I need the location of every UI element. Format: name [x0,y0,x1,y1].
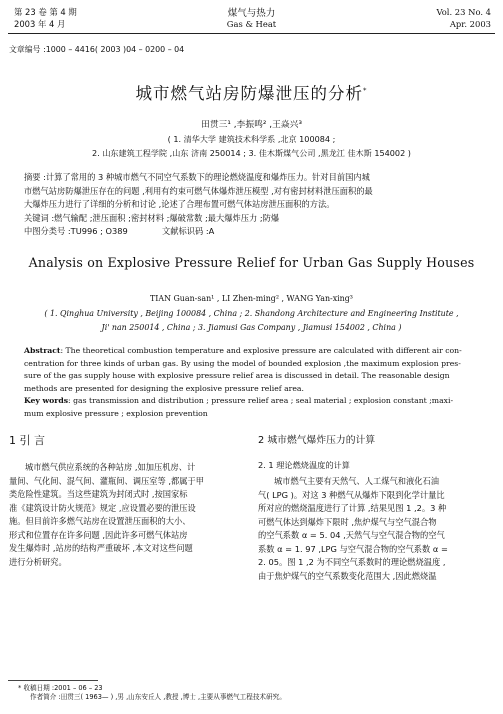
header-volume: Vol. 23 No. 4 [436,7,491,17]
section-1-line: 量间、气化间、混气间、灌瓶间、调压室等 ,都属于甲 [9,475,204,486]
abstract-cn-line: 大爆炸压力进行了详细的分析和讨论 ,论述了合理布置可燃气体站房泄压面积的方法。 [24,199,335,209]
section-2-line: 由于焦炉煤气的空气系数变化范围大 ,因此燃烧温 [258,570,437,581]
section-1-line: 准《建筑设计防火规范》规定 ,应设置必要的泄压设 [9,502,196,513]
section-2-line: 系数 α = 1. 97 ,LPG 与空气混合物的空气系数 α = [258,543,448,554]
keywords-en-label: Key words [24,396,69,406]
title-cn-text: 城市燃气站房防爆泄压的分析 [135,84,363,103]
abstract-cn-line: 摘要 :计算了常用的 3 种城市燃气不同空气系数下的理论燃烧温度和爆炸压力。针对目前国内城 [24,172,370,182]
abstract-en-line: centration for three kinds of urban gas. By using the model of bounded explosion ,the maximum explosion pres- [24,358,461,368]
affiliation-en-1: ( 1. Qinghua University , Beijing 100084 , China ; 2. Shandong Architecture and Engineering Institute , [44,309,459,318]
clc-number: 中图分类号 :TU996 ; O389 [24,226,128,236]
classification-row [24,225,484,239]
section-1-line: 城市燃气供应系统的各种站房 ,如加压机房、计 [25,462,196,472]
abstract-en [24,345,486,421]
affiliation-en-2: Ji' nan 250014 , China ; 3. Jiamusi Gas Company , Jiamusi 154002 , China ) [101,323,402,332]
section-2-line: 2. 05。图 1 ,2 为不同空气系数时的理论燃烧温度 , [258,557,446,567]
footnote-rule [8,680,98,681]
abstract-cn-line: 市燃气站房防爆泄压存在的问题 ,利用有约束可燃气体爆炸泄压模型 ,对有密封材料泄压面积的最 [24,185,373,196]
authors-en: TIAN Guan-san¹ , LI Zhen-ming² , WANG Yan-xing³ [150,294,353,303]
keywords-en-line-2: mum explosive pressure ; explosion prevention [24,408,208,418]
section-2-line: 可燃气体达到爆炸下限时 ,焦炉煤气与空气混合物 [258,516,437,527]
keywords-en-line-1 [24,395,486,408]
section-1-line: 类危险性建筑。当这些建筑为封闭式时 ,按国家标 [9,489,188,499]
header-issue: 第 23 卷 第 4 期 [14,7,77,17]
footnote-received: * 收稿日期 :2001 – 06 – 23 [18,684,103,692]
section-2-line: 城市燃气主要有天然气、人工煤气和液化石油 [274,476,439,486]
section-2-heading: 2 城市燃气爆炸压力的计算 [258,435,376,446]
abstract-en-line-1 [24,345,486,358]
title-footnote-mark: * [363,86,368,95]
article-number: 文章编号 :1000 – 4416( 2003 )04 – 0200 – 04 [9,45,185,54]
affiliation-cn-1: ( 1. 清华大学 建筑技术科学系 ,北京 100084 ; [167,134,336,144]
section-2-line: 的空气系数 α = 5. 04 ,天然气与空气混合物的空气 [258,530,445,540]
header-date: 2003 年 4 月 [14,19,66,29]
section-1-line: 发生爆炸时 ,站房的结构严重破坏 ,本文对这些问题 [9,543,193,553]
keywords-en-text: : gas transmission and distribution ; pressure relief area ; seal material ; explosion constant ;maxi- [68,396,454,406]
header-journal-en: Gas & Heat [226,19,277,29]
header-month: Apr. 2003 [449,19,491,29]
abstract-en-text: : The theoretical combustion temperature and explosive pressure are calculated with different air con- [60,346,462,355]
title-en: Analysis on Explosive Pressure Relief for Urban Gas Supply Houses [28,255,475,270]
section-1-line: 进行分析研究。 [9,556,67,567]
section-2-line: 所对应的燃烧温度进行了计算 ,结果见图 1 ,2。3 种 [258,503,447,513]
footnote-author-bio: 作者简介 :田贯三( 1963— ) ,男 ,山东安丘人 ,教授 ,博士 ,主要从事燃气工程技术研究。 [30,693,286,701]
header-journal-cn: 煤气与热力 [227,8,276,19]
authors-cn: 田贯三¹ ,李振鸣² ,王焱兴³ [201,120,302,130]
abstract-cn [24,171,484,239]
header-rule [8,33,495,34]
title-cn [0,80,503,104]
affiliation-cn-2: 2. 山东建筑工程学院 ,山东 济南 250014 ; 3. 佳木斯煤气公司 ,黑龙江 佳木斯 154002 ) [92,148,411,158]
document-code: 文献标识码 :A [162,226,215,236]
abstract-en-line: methods are presented for designing the explosive pressure relief area. [24,383,304,393]
section-1-line: 形式和位置存在许多问题 ,因此许多可燃气体站房 [9,529,188,540]
section-1-heading: 1 引 言 [9,434,45,447]
keywords-cn: 关键词 :燃气输配 ;泄压面积 ;密封材料 ;爆破常数 ;最大爆炸压力 ;防爆 [24,212,280,223]
abstract-en-line: sure of the gas supply house with explosive pressure relief area is discussed in detail. The reasonable design [24,371,450,381]
section-1-line: 施。但目前许多燃气站房在设置泄压面积的大小、 [9,516,191,526]
section-2-body [258,475,496,583]
section-1-body [9,461,245,569]
section-2-line: 气( LPG )。对这 3 种燃气从爆炸下限到化学计量比 [258,489,445,500]
abstract-en-label: Abstract [24,346,61,355]
subsection-2-1-heading: 2. 1 理论燃烧温度的计算 [258,460,350,470]
